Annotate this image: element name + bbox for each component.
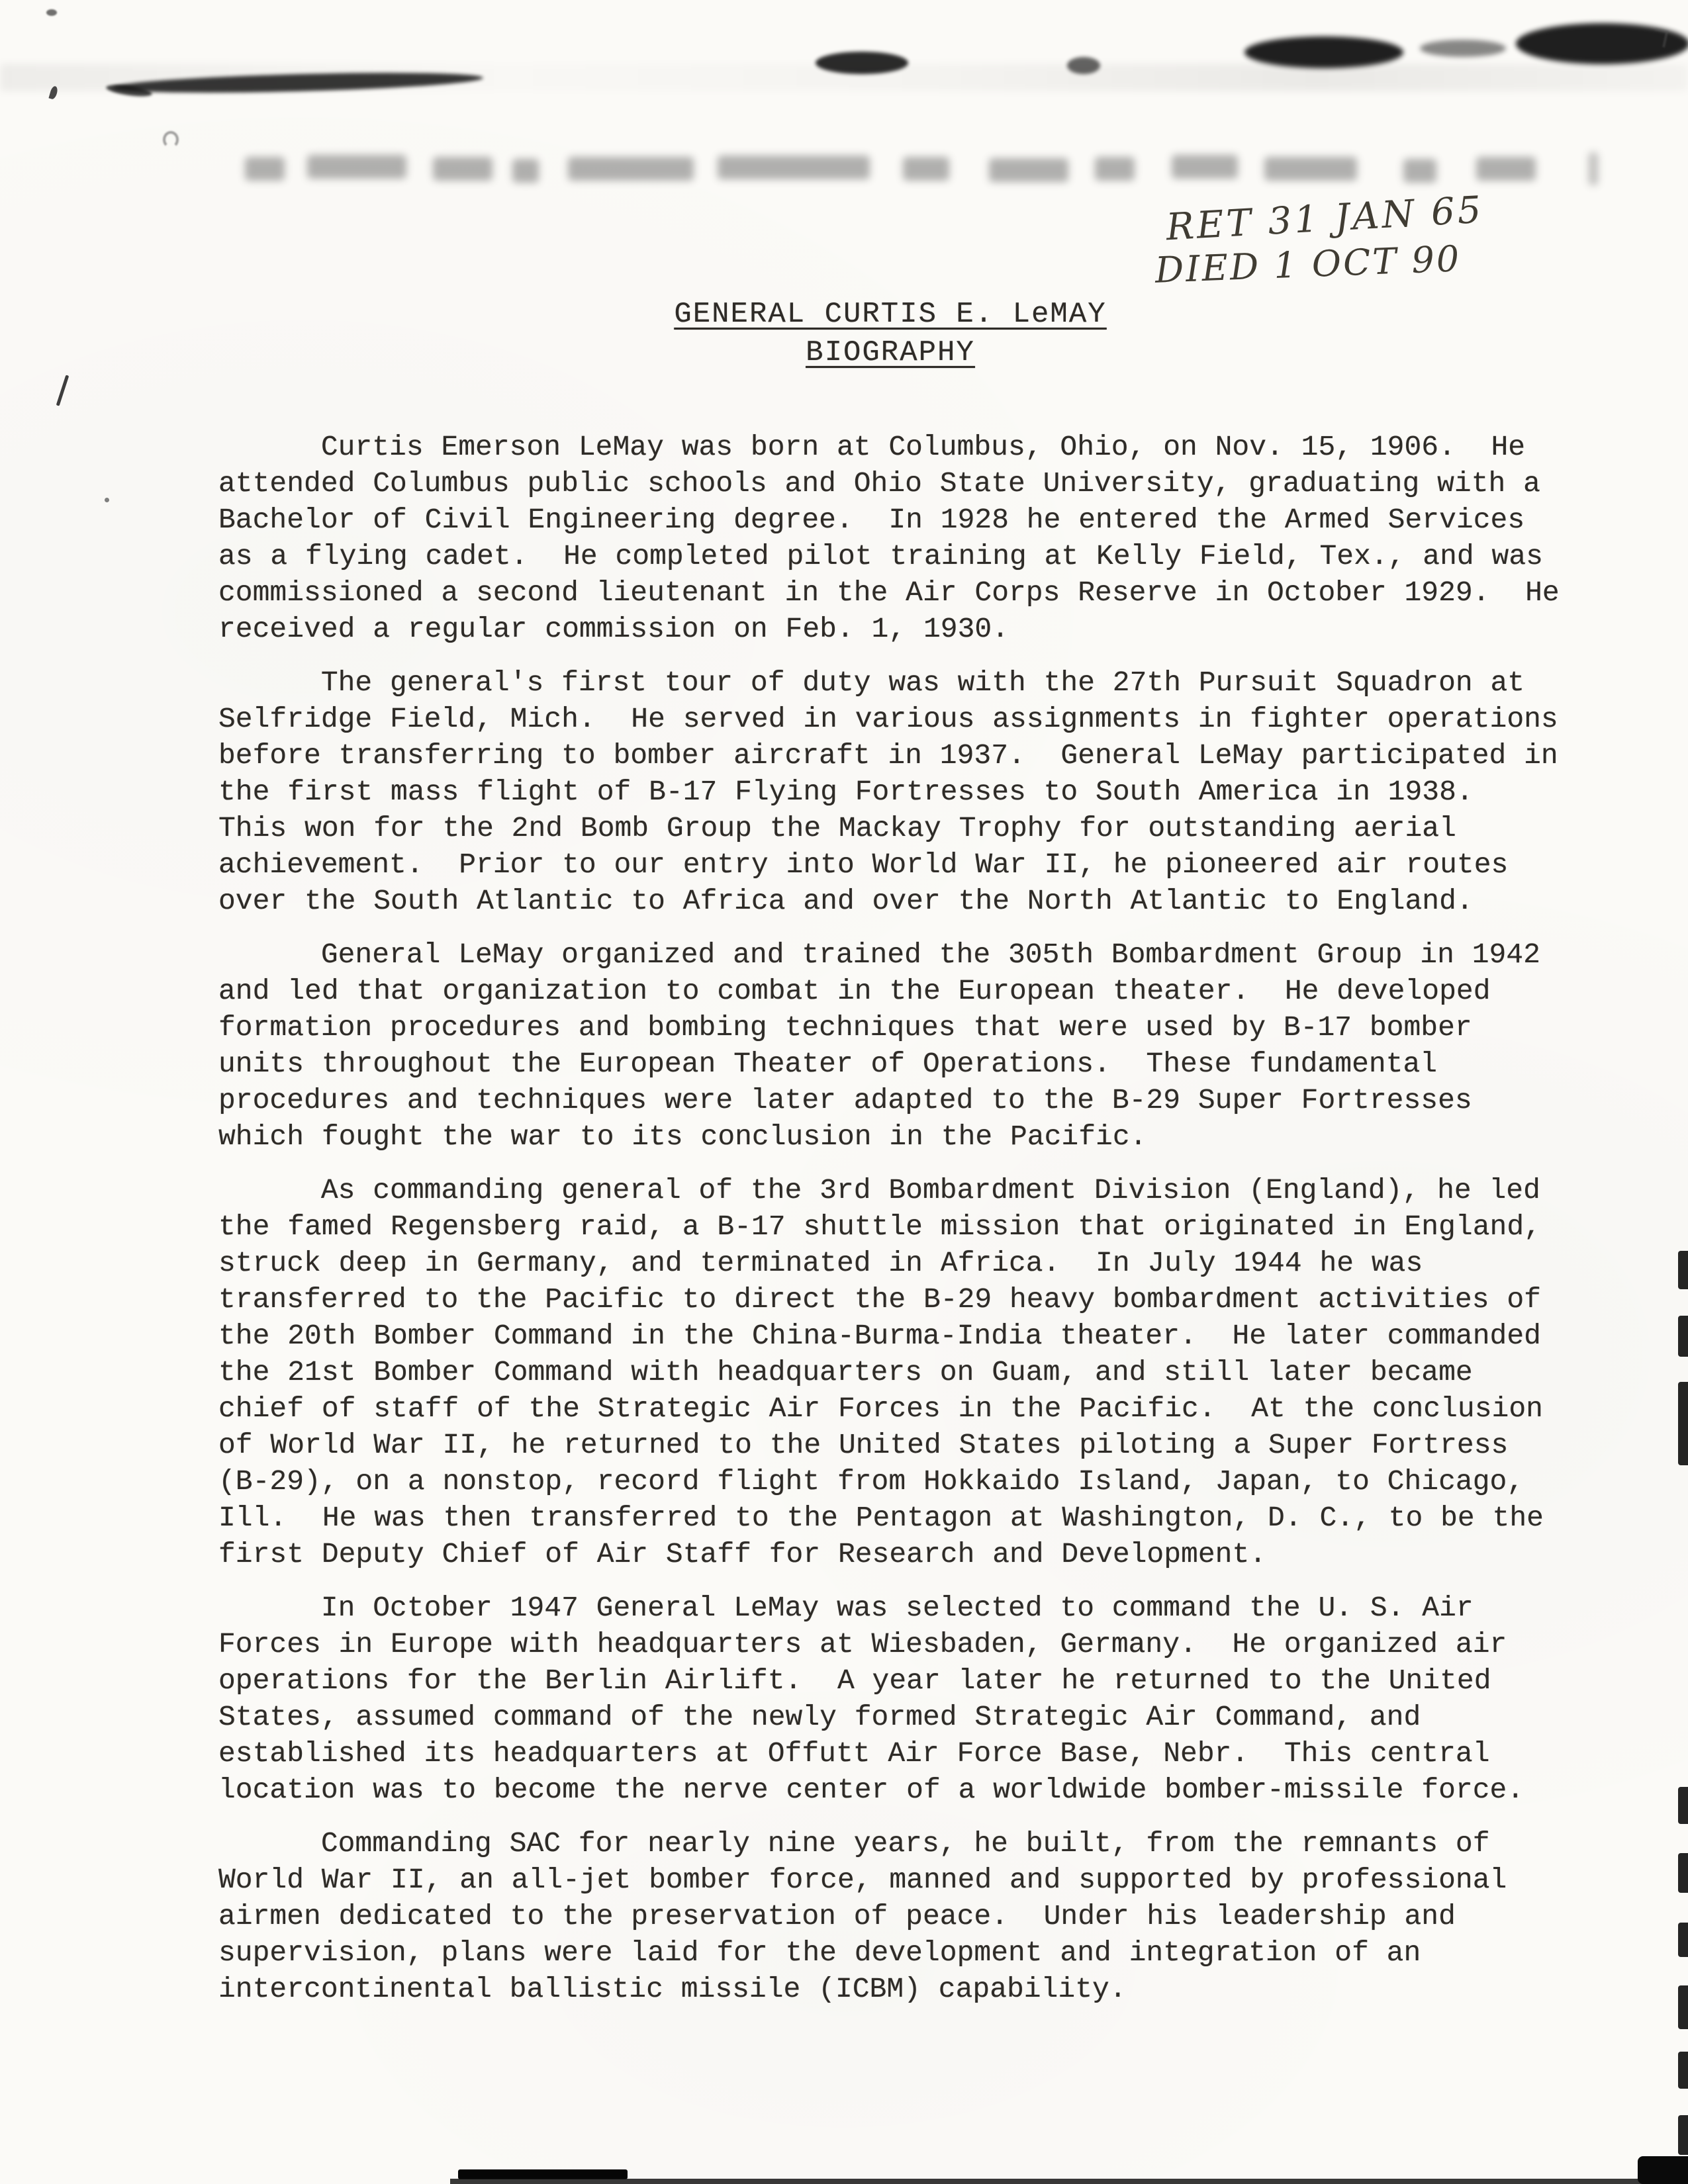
scan-edge-mark bbox=[1678, 1787, 1688, 1824]
scan-edge-mark bbox=[1678, 1985, 1688, 2029]
scan-smudge bbox=[46, 9, 57, 16]
title-name: GENERAL CURTIS E. LeMAY bbox=[674, 298, 1107, 331]
scan-edge-mark bbox=[1678, 1382, 1688, 1465]
scan-bottom-corner-blob bbox=[1638, 2156, 1688, 2184]
document-body bbox=[218, 429, 1577, 2025]
annotation-died-date: DIED 1 OCT 90 bbox=[1154, 238, 1462, 291]
scan-edge-mark bbox=[1678, 1316, 1688, 1357]
scan-edge-mark bbox=[1678, 2052, 1688, 2089]
paragraph-wwii-commands: As commanding general of the 3rd Bombardment Division (England), he led the famed Regensberg raid, a B-17 shuttle mission that originated in England, struck deep in Germany, and terminated in Africa. In July 1944 he was transferred to the Pacific to direct the B-29 heavy bombardment activities of the 20th Bomber Command in the China-Burma-India theater. He later commanded the 21st Bomber Command with headquarters on Guam, and still later became chief of staff of the Strategic Air Forces in the Pacific. At the conclusion of World War II, he returned to the United States piloting a Super Fortress (B-29), on a nonstop, record flight from Hokkaido Island, Japan, to Chicago, Ill. He was then transferred to the Pentagon at Washington, D. C., to be the first Deputy Chief of Air Staff for Research and Development. bbox=[218, 1174, 1562, 1570]
photocopy-illegible-header bbox=[245, 147, 1625, 191]
scan-smudge bbox=[1067, 57, 1100, 74]
scan-smudge bbox=[1420, 40, 1506, 57]
scan-bottom-line bbox=[450, 2179, 1688, 2184]
scan-smudge bbox=[816, 52, 908, 74]
scan-bottom-bar bbox=[458, 2169, 628, 2179]
scan-edge-mark bbox=[1678, 1923, 1688, 1957]
document-title-block bbox=[218, 295, 1562, 372]
paragraph-first-tour: The general's first tour of duty was with the 27th Pursuit Squadron at Selfridge Field, Mich. He served in various assignments in fighter operations before transferring to bomber aircraft in 1937. General LeMay participated in the first mass flight of B-17 Flying Fortresses to South America in 1938. This won for the 2nd Bomb Group the Mackay Trophy for outstanding aerial achievement. Prior to our entry into World War II, he pioneered air routes over the South Atlantic to Africa and over the North Atlantic to England. bbox=[218, 666, 1576, 917]
scan-speck bbox=[56, 375, 70, 406]
scan-edge-mark bbox=[1678, 1853, 1688, 1893]
annotation-retired-date: RET 31 JAN 65 bbox=[1164, 188, 1485, 250]
scan-speck bbox=[163, 131, 179, 148]
scan-smudge bbox=[1244, 36, 1403, 68]
paragraph-sac-years: Commanding SAC for nearly nine years, he built, from the remnants of World War II, an all-jet bomber force, manned and supported by professional airmen dedicated to the preservation of peace. Under his leadership and supervision, plans were laid for the development and integration of an intercontinental ballistic missile (ICBM) capability. bbox=[218, 1827, 1525, 2005]
scan-edge-mark bbox=[1678, 2115, 1688, 2155]
scan-edge-mark bbox=[1678, 1251, 1688, 1289]
title-biography: BIOGRAPHY bbox=[806, 336, 975, 369]
paragraph-305th-group: General LeMay organized and trained the 305th Bombardment Group in 1942 and led that organization to combat in the European theater. He developed formation procedures and bombing techniques that were used by B-17 bomber units throughout the European Theater of Operations. These fundamental procedures and techniques were later adapted to the B-29 Super Fortresses which fought the war to its conclusion in the Pacific. bbox=[218, 938, 1558, 1153]
scan-speck bbox=[105, 498, 109, 502]
paragraph-usafe-sac: In October 1947 General LeMay was selected to command the U. S. Air Forces in Europe with headquarters at Wiesbaden, Germany. He organized air operations for the Berlin Airlift. A year later he returned to the United States, assumed command of the newly formed Strategic Air Command, and established its headquarters at Offutt Air Force Base, Nebr. This central location was to become the nerve center of a worldwide bomber-missile force. bbox=[218, 1592, 1525, 1806]
paragraph-early-life: Curtis Emerson LeMay was born at Columbus, Ohio, on Nov. 15, 1906. He attended Columbus public schools and Ohio State University, graduating with a Bachelor of Civil Engineering degree. In 1928 he entered the Armed Services as a flying cadet. He completed pilot training at Kelly Field, Tex., and was commissioned a second lieutenant in the Air Corps Reserve in October 1929. He received a regular commission on Feb. 1, 1930. bbox=[218, 431, 1577, 645]
handwritten-annotations bbox=[1154, 188, 1485, 291]
